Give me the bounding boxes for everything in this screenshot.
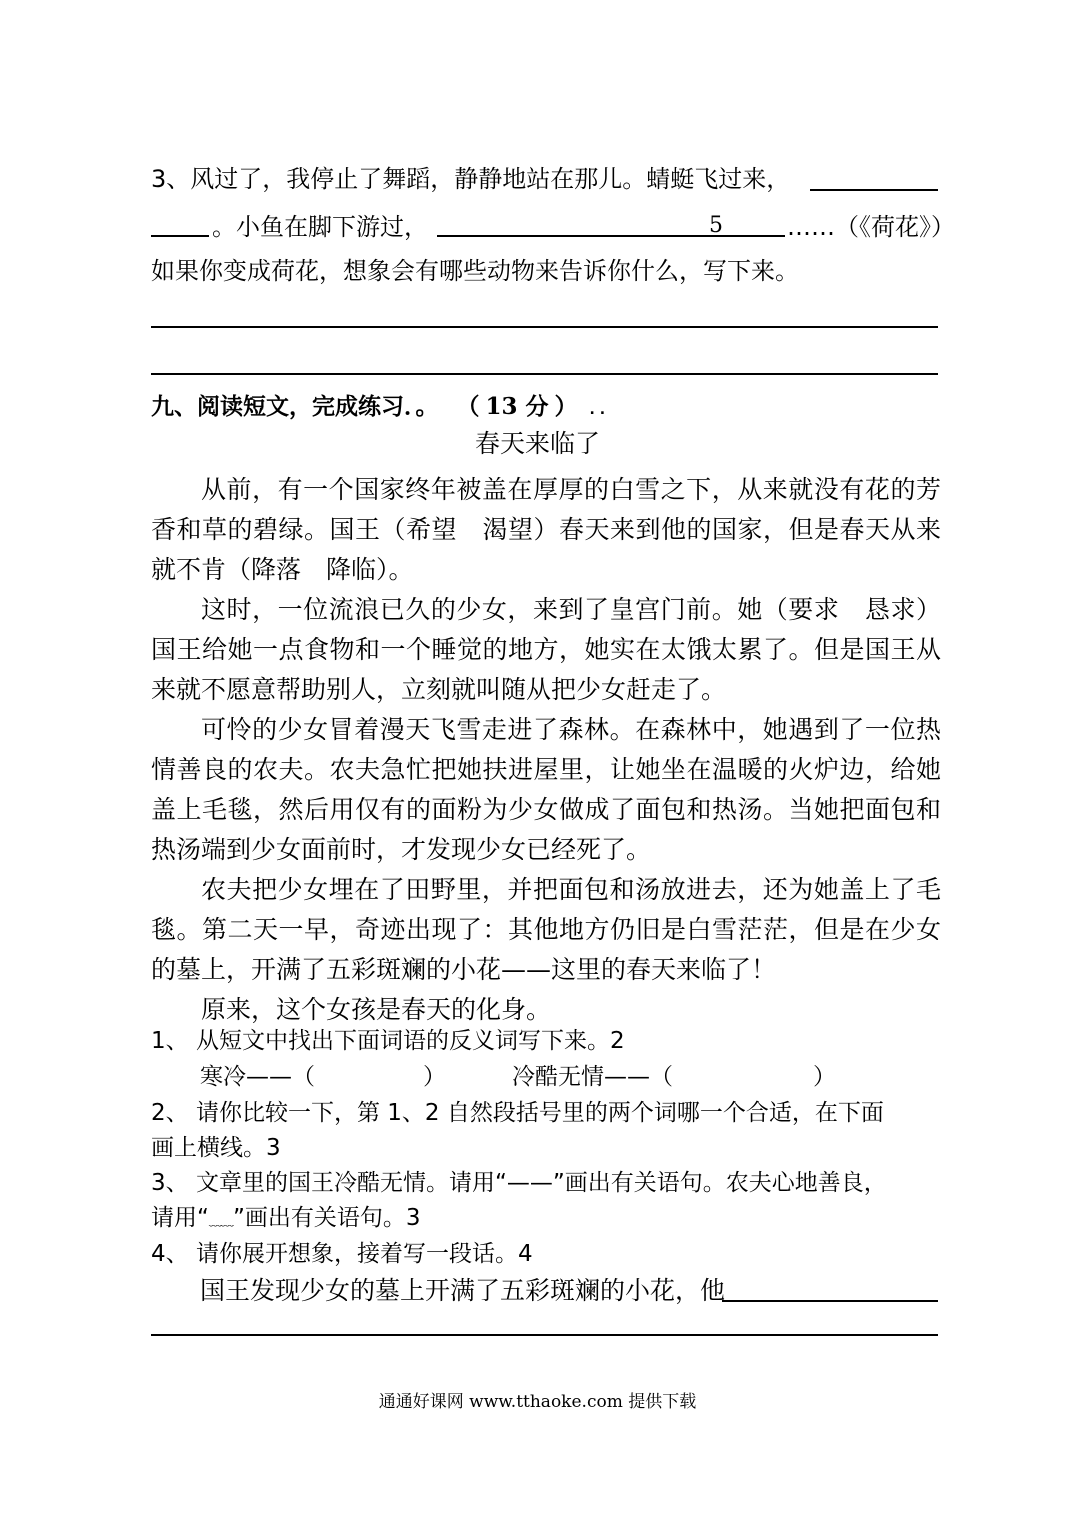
- question-2-line2: 画上横线。3: [151, 1135, 281, 1161]
- story-title: 春天来临了: [474, 429, 600, 458]
- answer-blank-line: [151, 235, 209, 237]
- question-3-line1: 3、 文章里的国王冷酷无情。请用“——”画出有关语句。农夫心地善良，: [151, 1170, 887, 1196]
- footer-text: 通通好课网 www.tthaoke.com 提供下载: [378, 1392, 697, 1412]
- section-heading: [151, 392, 605, 425]
- section-heading-dots: ．。: [404, 394, 439, 420]
- q3-line2-end: ……（《荷花》）: [787, 213, 955, 241]
- story-paragraph-2: 这时，一位流浪已久的少女，来到了皇宫门前。她（要求 恳求）国王给她一点食物和一个睡觉的地方，她实在太饿太累了。但是国王从来就不愿意帮助别人，立刻就叫随从把少女赶走了。: [151, 595, 941, 704]
- story-paragraph-1: 从前，有一个国家终年被盖在厚厚的白雪之下，从来就没有花的芳香和草的碧绿。国王（希望 渴望）春天来到他的国家，但是春天从来就不肯（降落 降临）。: [151, 475, 941, 584]
- q3-line2-start: 请用“: [151, 1205, 209, 1231]
- q3-line2-punct: 。小鱼在脚下游过，: [212, 213, 428, 241]
- writing-line: [151, 326, 938, 328]
- story-paragraph-5: 原来，这个女孩是春天的化身。: [201, 995, 552, 1024]
- q1-word-a: 寒冷——（: [200, 1064, 315, 1090]
- answer-blank-line: [810, 189, 938, 191]
- score-value: 13 分: [485, 393, 549, 420]
- writing-line: [151, 1334, 938, 1336]
- story-paragraph-4: 农夫把少女埋在了田野里，并把面包和汤放进去，还为她盖上了毛毯。第二天一早，奇迹出现了：其他地方仍旧是白雪茫茫，但是在少女的墓上，开满了五彩斑斓的小花——这里的春天来临了！: [151, 875, 941, 984]
- wavy-line-symbol: ﹏﹏: [208, 1214, 233, 1229]
- section-heading-text: 九、阅读短文，完成练习: [151, 394, 404, 420]
- q3-line3: 如果你变成荷花，想象会有哪些动物来告诉你什么，写下来。: [151, 257, 799, 285]
- q3-line2-end: ”画出有关语句。3: [232, 1205, 421, 1231]
- q4-prompt: 国王发现少女的墓上开满了五彩斑斓的小花，他: [200, 1276, 726, 1305]
- question-1: 1、 从短文中找出下面词语的反义词写下来。2: [151, 1028, 625, 1054]
- q1-word-b-close: ）: [813, 1064, 836, 1090]
- writing-line: [151, 373, 938, 375]
- heading-tail: . .: [589, 402, 606, 418]
- answer-blank-line: [437, 235, 785, 237]
- page-number: 5: [709, 213, 723, 238]
- score-open: （: [456, 394, 480, 420]
- q1-word-b: 冷酷无情——（: [512, 1064, 673, 1090]
- story-body: [151, 470, 941, 1030]
- score-close: ）: [554, 394, 578, 420]
- q1-word-a-close: ）: [423, 1064, 446, 1090]
- answer-blank-line: [722, 1300, 938, 1302]
- q3-line1: 3、风过了，我停止了舞蹈，静静地站在那儿。蜻蜓飞过来，: [151, 165, 791, 193]
- story-paragraph-3: 可怜的少女冒着漫天飞雪走进了森林。在森林中，她遇到了一位热情善良的农夫。农夫急忙把她扶进屋里，让她坐在温暖的火炉边，给她盖上毛毯，然后用仅有的面粉为少女做成了面包和热汤。当她把面包和热汤端到少女面前时，才发现少女已经死了。: [151, 715, 941, 864]
- question-3-line2: [151, 1203, 421, 1237]
- question-2-line1: 2、 请你比较一下，第 1、2 自然段括号里的两个词哪一个合适，在下面: [151, 1100, 884, 1126]
- question-4: 4、 请你展开想象，接着写一段话。4: [151, 1241, 533, 1267]
